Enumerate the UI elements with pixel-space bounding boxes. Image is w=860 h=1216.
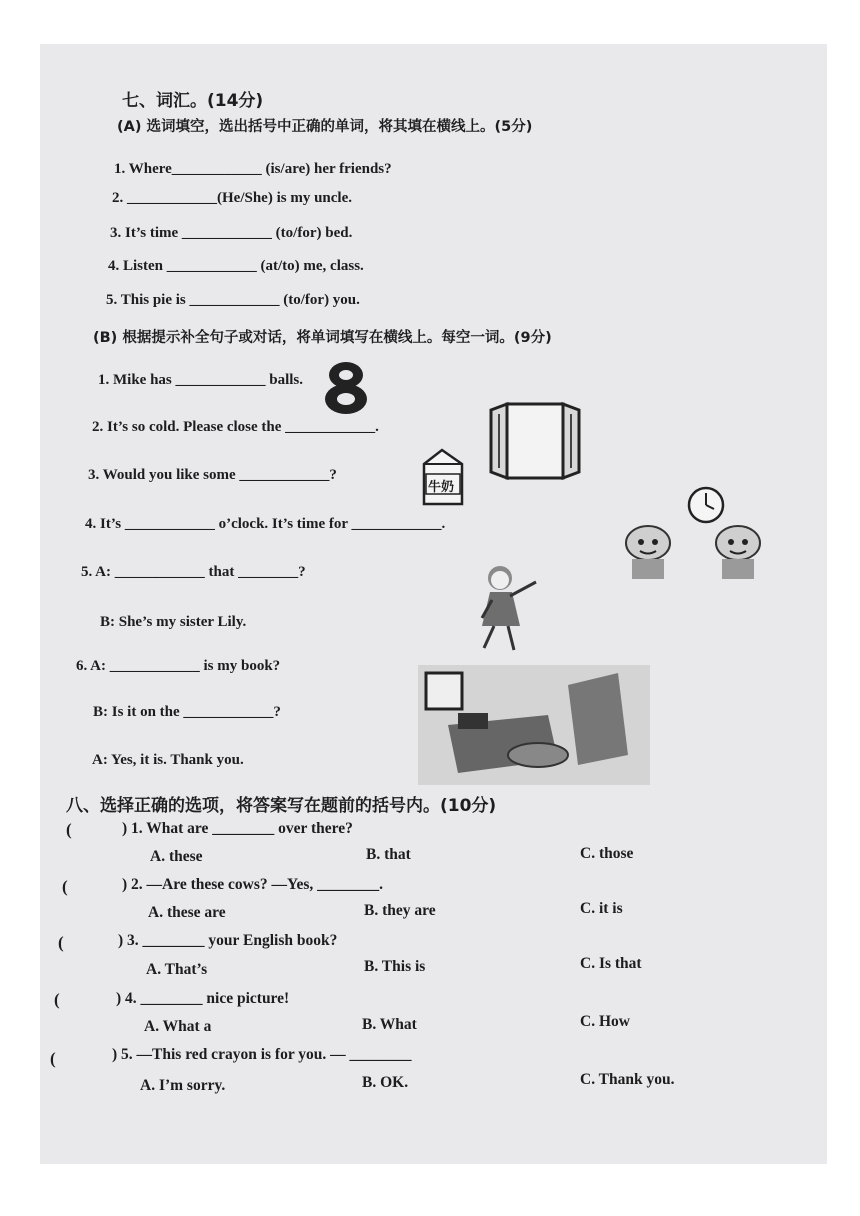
question-1: ) 1. What are ________ over there? — [122, 820, 353, 837]
answer-paren-2: ( — [62, 877, 68, 896]
question-4-option-c: C. How — [580, 1013, 630, 1030]
part-b-item-5b: B: She’s my sister Lily. — [100, 614, 247, 630]
part-a-item-4: 4. Listen ____________ (at/to) me, class. — [108, 258, 364, 274]
part-b-item-6a: 6. A: ____________ is my book? — [76, 658, 281, 674]
part-a-instruction: (A) 选词填空，选出括号中正确的单词，将其填在横线上。(5分) — [117, 119, 533, 135]
children-clock-illustration — [620, 485, 770, 585]
answer-paren-3: ( — [58, 933, 64, 952]
question-1-option-b: B. that — [366, 846, 411, 863]
question-1-option-c: C. those — [580, 845, 634, 862]
milk-carton-icon — [418, 448, 468, 506]
part-b-item-2: 2. It’s so cold. Please close the ____________. — [92, 419, 379, 435]
question-5: ) 5. —This red crayon is for you. — ________ — [112, 1046, 412, 1063]
window-icon — [487, 400, 583, 482]
part-b-item-5a: 5. A: ____________ that ________? — [81, 564, 306, 580]
question-3-option-c: C. Is that — [580, 955, 642, 972]
question-2-option-c: C. it is — [580, 900, 623, 917]
girl-illustration — [470, 560, 545, 655]
question-4: ) 4. ________ nice picture! — [116, 990, 290, 1007]
part-b-item-6b: B: Is it on the ____________? — [93, 704, 281, 720]
question-2-option-a: A. these are — [148, 904, 226, 921]
part-a-item-3: 3. It’s time ____________ (to/for) bed. — [110, 225, 353, 241]
question-5-option-c: C. Thank you. — [580, 1071, 675, 1088]
question-2: ) 2. —Are these cows? —Yes, ________. — [122, 876, 384, 893]
part-a-item-2: 2. ____________(He/She) is my uncle. — [112, 190, 352, 206]
question-3-option-b: B. This is — [364, 958, 426, 975]
part-a-item-1: 1. Where____________ (is/are) her friends? — [114, 161, 392, 177]
room-desk-illustration — [418, 665, 650, 785]
answer-paren-1: ( — [66, 820, 72, 839]
question-4-option-a: A. What a — [144, 1018, 212, 1035]
question-3-option-a: A. That’s — [146, 961, 208, 978]
question-5-option-a: A. I’m sorry. — [140, 1077, 226, 1094]
milk-label: 牛奶 — [428, 480, 455, 495]
part-b-instruction: (B) 根据提示补全句子或对话，将单词填写在横线上。每空一词。(9分) — [93, 330, 552, 346]
part-b-item-6c: A: Yes, it is. Thank you. — [92, 752, 244, 768]
answer-paren-5: ( — [50, 1049, 56, 1068]
answer-paren-4: ( — [54, 990, 60, 1009]
section-7-title: 七、词汇。(14分) — [122, 91, 264, 111]
question-5-option-b: B. OK. — [362, 1074, 409, 1091]
part-b-item-1: 1. Mike has ____________ balls. — [98, 372, 304, 388]
question-3: ) 3. ________ your English book? — [118, 932, 338, 949]
section-8-title: 八、选择正确的选项，将答案写在题前的括号内。(10分) — [66, 796, 497, 816]
question-1-option-a: A. these — [150, 848, 203, 865]
part-b-item-4: 4. It’s ____________ o’clock. It’s time for ____________. — [85, 516, 446, 532]
question-2-option-b: B. they are — [364, 902, 436, 919]
part-a-item-5: 5. This pie is ____________ (to/for) you. — [106, 292, 360, 308]
question-4-option-b: B. What — [362, 1016, 417, 1033]
part-b-item-3: 3. Would you like some ____________? — [88, 467, 337, 483]
